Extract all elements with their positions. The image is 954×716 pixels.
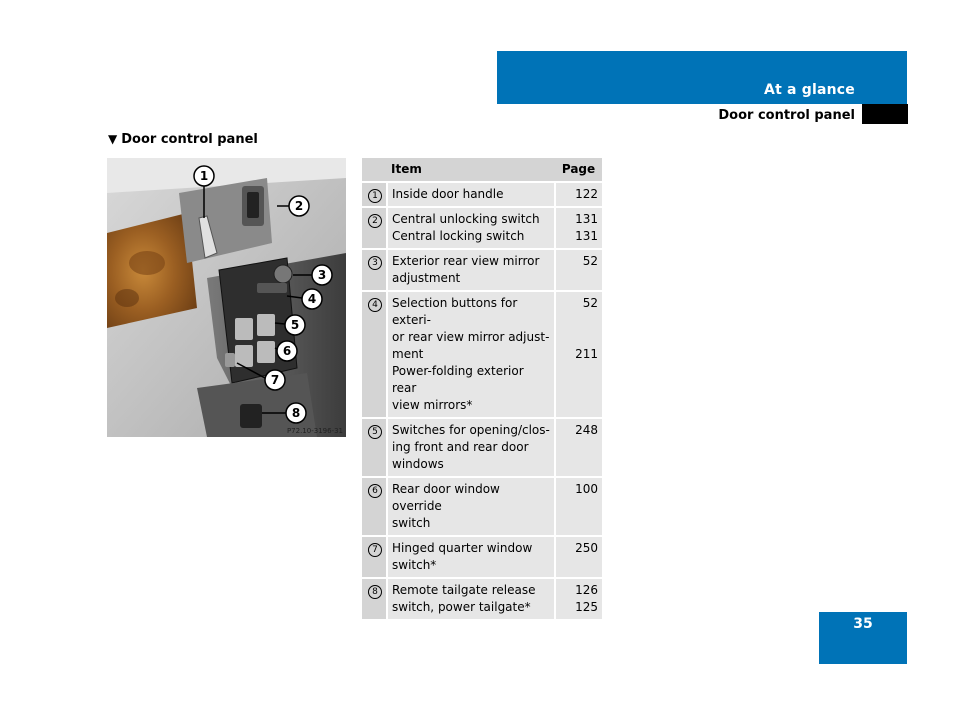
item-description-cell bbox=[387, 578, 555, 619]
header-num-cell bbox=[362, 158, 387, 182]
item-page-ref: 126 bbox=[575, 583, 598, 597]
tailgate-switch bbox=[240, 404, 262, 428]
item-page-ref bbox=[560, 312, 598, 329]
table-row bbox=[362, 536, 602, 578]
item-description-line: Hinged quarter window bbox=[392, 541, 533, 555]
callout-label-5: 5 bbox=[290, 318, 300, 332]
table-row bbox=[362, 291, 602, 418]
item-page-ref bbox=[560, 557, 598, 574]
item-description-line: Exterior rear view mirror bbox=[392, 254, 540, 268]
item-description-line: ment bbox=[392, 347, 424, 361]
item-description-cell bbox=[387, 291, 555, 418]
item-description-line: windows bbox=[392, 457, 444, 471]
callout-label-7: 7 bbox=[270, 373, 280, 387]
item-description-line: view mirrors* bbox=[392, 398, 473, 412]
item-description-line: Central unlocking switch bbox=[392, 212, 540, 226]
section-heading-text: Door control panel bbox=[121, 132, 258, 147]
table-body bbox=[362, 182, 602, 619]
item-number-cell bbox=[362, 207, 387, 249]
item-page-cell bbox=[555, 418, 602, 477]
item-page-ref: 211 bbox=[575, 347, 598, 361]
item-page-ref: 125 bbox=[575, 600, 598, 614]
item-page-cell bbox=[555, 182, 602, 207]
item-number-cell bbox=[362, 536, 387, 578]
triangle-down-icon: ▼ bbox=[108, 132, 118, 146]
item-description-line: Switches for opening/clos- bbox=[392, 423, 550, 437]
item-number-cell bbox=[362, 249, 387, 291]
table-header-row bbox=[362, 158, 602, 182]
item-number-cell bbox=[362, 291, 387, 418]
callout-label-2: 2 bbox=[294, 199, 304, 213]
callout-label-4: 4 bbox=[307, 292, 317, 306]
item-description-line: Rear door window override bbox=[392, 482, 500, 513]
item-page-ref bbox=[560, 439, 598, 456]
item-page-ref: 52 bbox=[582, 296, 598, 310]
item-description-line: Selection buttons for exteri- bbox=[392, 296, 518, 327]
item-description-cell bbox=[387, 418, 555, 477]
item-number-badge: 7 bbox=[368, 543, 382, 557]
item-description-cell bbox=[387, 477, 555, 536]
item-number-badge: 4 bbox=[368, 298, 382, 312]
callout-label-6: 6 bbox=[282, 344, 292, 358]
item-page-cell bbox=[555, 249, 602, 291]
item-number-badge: 3 bbox=[368, 256, 382, 270]
item-number-badge: 8 bbox=[368, 585, 382, 599]
item-number-cell bbox=[362, 418, 387, 477]
item-number-badge: 5 bbox=[368, 425, 382, 439]
item-description-cell bbox=[387, 249, 555, 291]
item-number-cell bbox=[362, 182, 387, 207]
section-tab-marker bbox=[862, 104, 908, 124]
item-page-ref: 131 bbox=[575, 229, 598, 243]
item-page-cell bbox=[555, 578, 602, 619]
item-page-ref: 100 bbox=[575, 482, 598, 496]
item-description-cell bbox=[387, 207, 555, 249]
header-page: Page bbox=[555, 158, 602, 182]
item-page-cell bbox=[555, 207, 602, 249]
callout-label-1: 1 bbox=[199, 169, 209, 183]
table-row bbox=[362, 207, 602, 249]
item-description-line: switch, power tailgate* bbox=[392, 600, 531, 614]
page-number: 35 bbox=[853, 616, 873, 632]
item-page-ref bbox=[560, 498, 598, 515]
table-row bbox=[362, 477, 602, 536]
page-number-box bbox=[819, 612, 907, 664]
item-description-cell bbox=[387, 182, 555, 207]
item-page-cell bbox=[555, 477, 602, 536]
item-page-cell bbox=[555, 291, 602, 418]
table-row bbox=[362, 249, 602, 291]
item-description-line: switch bbox=[392, 516, 431, 530]
item-page-ref bbox=[560, 456, 598, 473]
section-heading bbox=[108, 132, 258, 147]
table-row bbox=[362, 418, 602, 477]
item-page-ref bbox=[560, 270, 598, 287]
item-description-line: Remote tailgate release bbox=[392, 583, 536, 597]
item-page-ref: 250 bbox=[575, 541, 598, 555]
item-page-cell bbox=[555, 536, 602, 578]
item-description-line: Power-folding exterior rear bbox=[392, 364, 524, 395]
chapter-title: At a glance bbox=[764, 82, 855, 98]
item-page-ref bbox=[560, 363, 598, 380]
item-page-ref: 122 bbox=[575, 187, 598, 201]
item-number-badge: 6 bbox=[368, 484, 382, 498]
item-number-cell bbox=[362, 477, 387, 536]
item-page-ref: 131 bbox=[575, 212, 598, 226]
item-description-line: ing front and rear door bbox=[392, 440, 529, 454]
item-number-badge: 2 bbox=[368, 214, 382, 228]
item-number-cell bbox=[362, 578, 387, 619]
item-description-line: Inside door handle bbox=[392, 187, 504, 201]
item-description-line: adjustment bbox=[392, 271, 461, 285]
item-page-ref: 52 bbox=[582, 254, 598, 268]
item-page-ref bbox=[560, 329, 598, 346]
item-description-line: or rear view mirror adjust- bbox=[392, 330, 550, 344]
figure-code: P72.10-3196-31 bbox=[286, 427, 343, 435]
callout-label-3: 3 bbox=[317, 268, 327, 282]
header-item: Item bbox=[387, 158, 555, 182]
item-page-ref: 248 bbox=[575, 423, 598, 437]
callout-label-8: 8 bbox=[291, 406, 301, 420]
item-description-cell bbox=[387, 536, 555, 578]
door-panel-illustration bbox=[107, 158, 346, 437]
item-description-line: switch* bbox=[392, 558, 437, 572]
item-number-badge: 1 bbox=[368, 189, 382, 203]
item-description-line: Central locking switch bbox=[392, 229, 525, 243]
section-header-title: Door control panel bbox=[718, 108, 855, 123]
table-row bbox=[362, 182, 602, 207]
items-table bbox=[362, 158, 602, 619]
table-row bbox=[362, 578, 602, 619]
header-bar bbox=[497, 51, 907, 104]
